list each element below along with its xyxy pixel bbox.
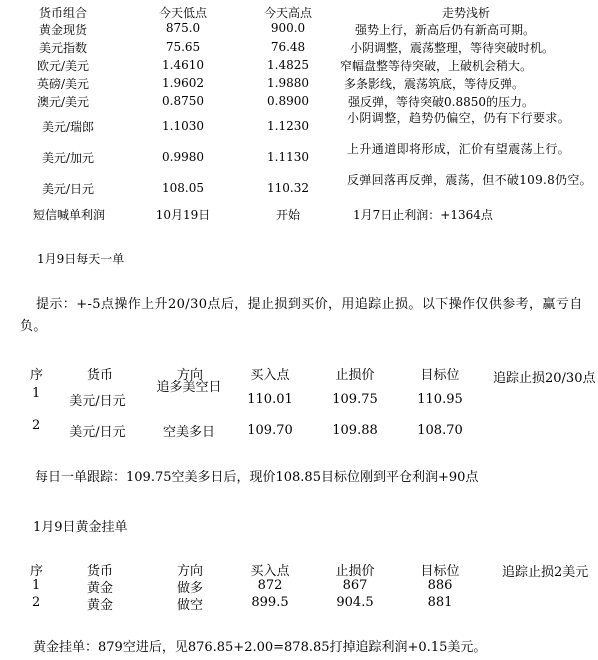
gold-row-entry: 872 xyxy=(257,578,283,593)
header-high: 今天高点 xyxy=(263,6,312,20)
gold-header-no: 序 xyxy=(30,564,44,579)
low-value: 0.9980 xyxy=(162,150,204,164)
gold-header-target: 目标位 xyxy=(420,564,460,579)
high-value: 1.4825 xyxy=(267,58,309,72)
daily-header-entry: 买入点 xyxy=(250,368,290,383)
daily-row-currency: 美元/日元 xyxy=(69,394,126,409)
gold-header-stop: 止损价 xyxy=(335,564,375,579)
analysis-text: 窄幅盘整等待突破，上破机会稍大。 xyxy=(340,59,533,73)
low-value: 75.65 xyxy=(165,40,201,54)
daily-row-stop: 109.88 xyxy=(332,423,378,438)
daily-title: 1月9日每天一单 xyxy=(37,252,125,266)
low-value: 875.0 xyxy=(165,21,201,35)
profit-start: 开始 xyxy=(275,208,300,222)
pair-name: 英磅/美元 xyxy=(36,77,90,91)
header-pair: 货币组合 xyxy=(38,6,87,20)
gold-row-no: 2 xyxy=(32,595,41,610)
pair-name: 美元/加元 xyxy=(41,151,95,165)
gold-header-direction: 方向 xyxy=(176,564,203,579)
daily-tip: 提示：+-5点操作上升20/30点后，提止损到买价，用追踪止损。以下操作仅供参考，赢亏自负。 xyxy=(20,297,583,334)
daily-row-target: 110.95 xyxy=(417,392,463,407)
daily-header-no: 序 xyxy=(30,368,44,383)
profit-total: 1月7日止利润：+1364点 xyxy=(353,208,493,222)
pair-name: 美元/日元 xyxy=(41,182,95,196)
daily-header-direction: 方向 xyxy=(176,368,203,383)
daily-row-entry: 109.70 xyxy=(247,423,293,438)
daily-row-entry: 110.01 xyxy=(247,392,293,407)
daily-row-direction: 空美多日 xyxy=(162,425,215,440)
gold-header-entry: 买入点 xyxy=(250,564,290,579)
gold-note: 黄金挂单：879空进后，见876.85+2.00=878.85打掉追踪利润+0.15美元。 xyxy=(33,640,487,655)
pair-name: 澳元/美元 xyxy=(36,95,90,109)
header-low: 今天低点 xyxy=(158,6,207,20)
analysis-text: 强反弹，等待突破0.8850的压力。 xyxy=(348,95,534,109)
daily-row-no: 2 xyxy=(32,418,41,433)
high-value: 1.9880 xyxy=(267,76,309,90)
high-value: 1.1130 xyxy=(267,150,309,164)
high-value: 110.32 xyxy=(267,181,309,195)
pair-name: 美元指数 xyxy=(38,41,87,55)
pair-name: 美元/瑞郎 xyxy=(41,120,95,134)
high-value: 0.8900 xyxy=(267,94,309,108)
gold-row-target: 886 xyxy=(427,578,453,593)
daily-header-target: 目标位 xyxy=(420,368,460,383)
high-value: 76.48 xyxy=(270,40,306,54)
pair-name: 黄金现货 xyxy=(38,23,87,37)
daily-row-currency: 美元/日元 xyxy=(69,425,126,440)
gold-row-entry: 899.5 xyxy=(251,595,289,610)
daily-tracking: 每日一单跟踪：109.75空美多日后，现价108.85目标位刚到平仓利润+90点 xyxy=(35,470,479,485)
profit-label: 短信喊单利润 xyxy=(32,208,105,222)
analysis-text: 小阴调整，趋势仍偏空，仍有下行要求。 xyxy=(347,111,571,125)
daily-row-no: 1 xyxy=(32,386,41,401)
high-value: 1.1230 xyxy=(267,119,309,133)
gold-row-currency: 黄金 xyxy=(86,581,113,596)
gold-row-direction: 做多 xyxy=(176,581,203,596)
high-value: 900.0 xyxy=(270,21,306,35)
low-value: 108.05 xyxy=(162,181,204,195)
gold-header-currency: 货币 xyxy=(86,564,113,579)
profit-date: 10月19日 xyxy=(155,208,211,222)
gold-row-direction: 做空 xyxy=(176,598,203,613)
daily-row-direction: 追多美空日 xyxy=(156,380,222,395)
daily-row-target: 108.70 xyxy=(417,423,463,438)
analysis-text: 强势上行，新高后仍有新高可期。 xyxy=(355,23,536,37)
analysis-text: 上升通道即将形成，汇价有望震荡上行。 xyxy=(347,142,571,156)
daily-header-currency: 货币 xyxy=(86,368,113,383)
gold-row-stop: 904.5 xyxy=(336,595,374,610)
analysis-text: 小阴调整，震荡整理，等待突破时机。 xyxy=(350,41,555,55)
daily-header-trailing: 追踪止损20/30点 xyxy=(493,371,596,386)
analysis-text: 多条影线，震荡筑底，等待反弹。 xyxy=(344,77,525,91)
gold-row-stop: 867 xyxy=(342,578,368,593)
gold-row-currency: 黄金 xyxy=(86,598,113,613)
daily-header-stop: 止损价 xyxy=(335,368,375,383)
header-analysis: 走势浅析 xyxy=(441,6,490,20)
low-value: 1.4610 xyxy=(162,58,204,72)
gold-header-trailing: 追踪止损2美元 xyxy=(502,565,589,580)
gold-title: 1月9日黄金挂单 xyxy=(33,520,128,535)
low-value: 1.9602 xyxy=(162,76,204,90)
low-value: 0.8750 xyxy=(162,94,204,108)
daily-row-stop: 109.75 xyxy=(332,392,378,407)
gold-row-target: 881 xyxy=(427,595,453,610)
low-value: 1.1030 xyxy=(162,119,204,133)
pair-name: 欧元/美元 xyxy=(36,59,90,73)
analysis-text: 反弹回落再反弹，震荡，但不破109.8仍空。 xyxy=(347,173,592,187)
gold-row-no: 1 xyxy=(32,578,41,593)
